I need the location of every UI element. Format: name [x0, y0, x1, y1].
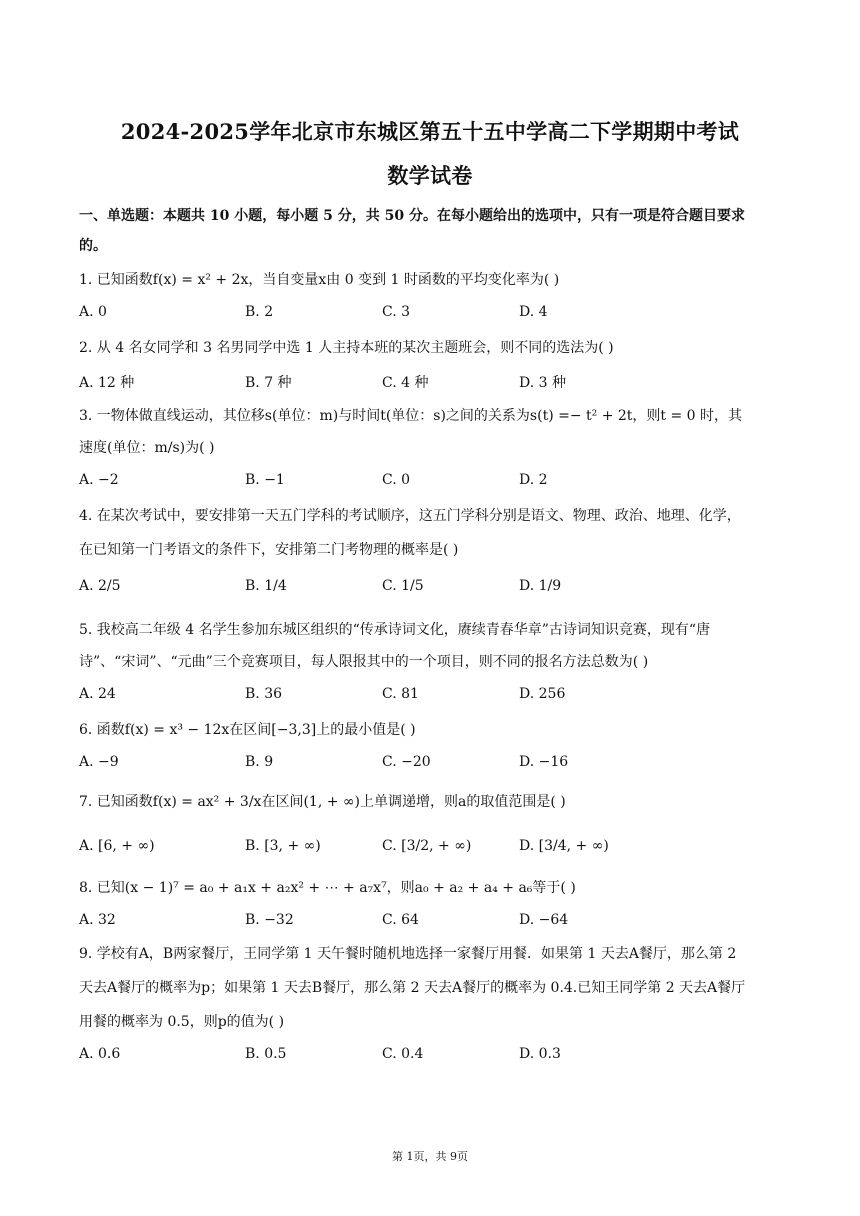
- question-3-stem-line-2: 速度(单位：m/s)为( ): [79, 440, 215, 456]
- question-5-stem-line-1: 5. 我校高二年级 4 名学生参加东城区组织的“传承诗词文化，赓续青春华章”古诗词知识竞赛，现有“唐: [79, 622, 711, 638]
- option-d: D. 1/9: [519, 578, 562, 594]
- option-c: C. 3: [382, 304, 411, 320]
- question-3-stem-line-1: 3. 一物体做直线运动，其位移s(单位：m)与时间t(单位：s)之间的关系为s(t) =− t² + 2t，则t = 0 时，其: [79, 408, 743, 424]
- option-c: C. 4 种: [382, 375, 429, 391]
- option-a: A. 24: [79, 686, 116, 702]
- option-d: D. −64: [519, 912, 569, 928]
- question-1-stem: 1. 已知函数f(x) = x² + 2x，当自变量x由 0 变到 1 时函数的平均变化率为( ): [79, 272, 560, 288]
- option-a: A. 0: [79, 304, 107, 320]
- option-d: D. 256: [519, 686, 566, 702]
- option-d: D. 0.3: [519, 1046, 561, 1062]
- option-a: A. 32: [79, 912, 116, 928]
- question-8-stem: 8. 已知(x − 1)⁷ = a₀ + a₁x + a₂x² + ⋯ + a₇x⁷，则a₀ + a₂ + a₄ + a₆等于( ): [79, 880, 576, 896]
- option-c: C. 1/5: [382, 578, 424, 594]
- option-a: A. −2: [79, 472, 119, 488]
- page-number: 第 1页，共 9页: [392, 1150, 468, 1163]
- option-d: D. 3 种: [519, 375, 566, 391]
- question-6-stem: 6. 函数f(x) = x³ − 12x在区间[−3,3]上的最小值是( ): [79, 722, 416, 738]
- question-9-stem-line-1: 9. 学校有A，B两家餐厅，王同学第 1 天午餐时随机地选择一家餐厅用餐．如果第 1 天去A餐厅，那么第 2: [79, 946, 737, 962]
- option-b: B. 0.5: [245, 1046, 287, 1062]
- option-b: B. 1/4: [245, 578, 287, 594]
- option-b: B. 7 种: [245, 375, 292, 391]
- option-d: D. −16: [519, 754, 569, 770]
- question-9-stem-line-2: 天去A餐厅的概率为p；如果第 1 天去B餐厅，那么第 2 天去A餐厅的概率为 0.4.已知王同学第 2 天去A餐厅: [79, 980, 746, 996]
- question-4-stem-line-1: 4. 在某次考试中，要安排第一天五门学科的考试顺序，这五门学科分别是语文、物理、政治、地理、化学，: [79, 508, 741, 524]
- question-5-stem-line-2: 诗”、“宋词”、“元曲”三个竞赛项目，每人限报其中的一个项目，则不同的报名方法总数为( ): [79, 654, 649, 670]
- exam-subtitle: 数学试卷: [387, 163, 473, 188]
- option-c: C. 64: [382, 912, 419, 928]
- option-a: A. [6, + ∞): [79, 838, 155, 854]
- option-b: B. 36: [245, 686, 283, 702]
- question-4-stem-line-2: 在已知第一门考语文的条件下，安排第二门考物理的概率是( ): [79, 542, 459, 558]
- question-7-stem: 7. 已知函数f(x) = ax² + 3/x在区间(1, + ∞)上单调递增，则a的取值范围是( ): [79, 794, 566, 810]
- question-9-stem-line-3: 用餐的概率为 0.5，则p的值为( ): [79, 1014, 285, 1030]
- option-b: B. 9: [245, 754, 274, 770]
- question-9-options: [79, 1046, 784, 1066]
- question-6-options: [79, 754, 784, 774]
- option-a: A. 2/5: [79, 578, 121, 594]
- option-d: D. [3/4, + ∞): [519, 838, 609, 854]
- option-b: B. −1: [245, 472, 285, 488]
- option-c: C. 81: [382, 686, 419, 702]
- exam-title: 2024-2025学年北京市东城区第五十五中学高二下学期期中考试: [120, 119, 740, 144]
- section-heading-line-1: 一、单选题：本题共 10 小题，每小题 5 分，共 50 分。在每小题给出的选项中，只有一项是符合题目要求: [79, 208, 745, 224]
- option-c: C. −20: [382, 754, 431, 770]
- option-c: C. [3/2, + ∞): [382, 838, 472, 854]
- option-a: A. −9: [79, 754, 119, 770]
- question-1-options: [79, 304, 784, 324]
- option-b: B. 2: [245, 304, 274, 320]
- question-4-options: [79, 578, 784, 598]
- question-2-options: [79, 372, 784, 392]
- option-d: D. 2: [519, 472, 548, 488]
- option-a: A. 0.6: [79, 1046, 121, 1062]
- question-7-options: [79, 838, 784, 858]
- question-5-options: [79, 686, 784, 706]
- option-b: B. [3, + ∞): [245, 838, 321, 854]
- option-a: A. 12 种: [79, 375, 135, 391]
- option-c: C. 0.4: [382, 1046, 424, 1062]
- section-heading-line-2: 的。: [79, 238, 107, 254]
- option-c: C. 0: [382, 472, 411, 488]
- option-b: B. −32: [245, 912, 294, 928]
- option-d: D. 4: [519, 304, 548, 320]
- question-8-options: [79, 912, 784, 932]
- question-2-stem: 2. 从 4 名女同学和 3 名男同学中选 1 人主持本班的某次主题班会，则不同的选法为( ): [79, 340, 614, 356]
- question-3-options: [79, 472, 784, 492]
